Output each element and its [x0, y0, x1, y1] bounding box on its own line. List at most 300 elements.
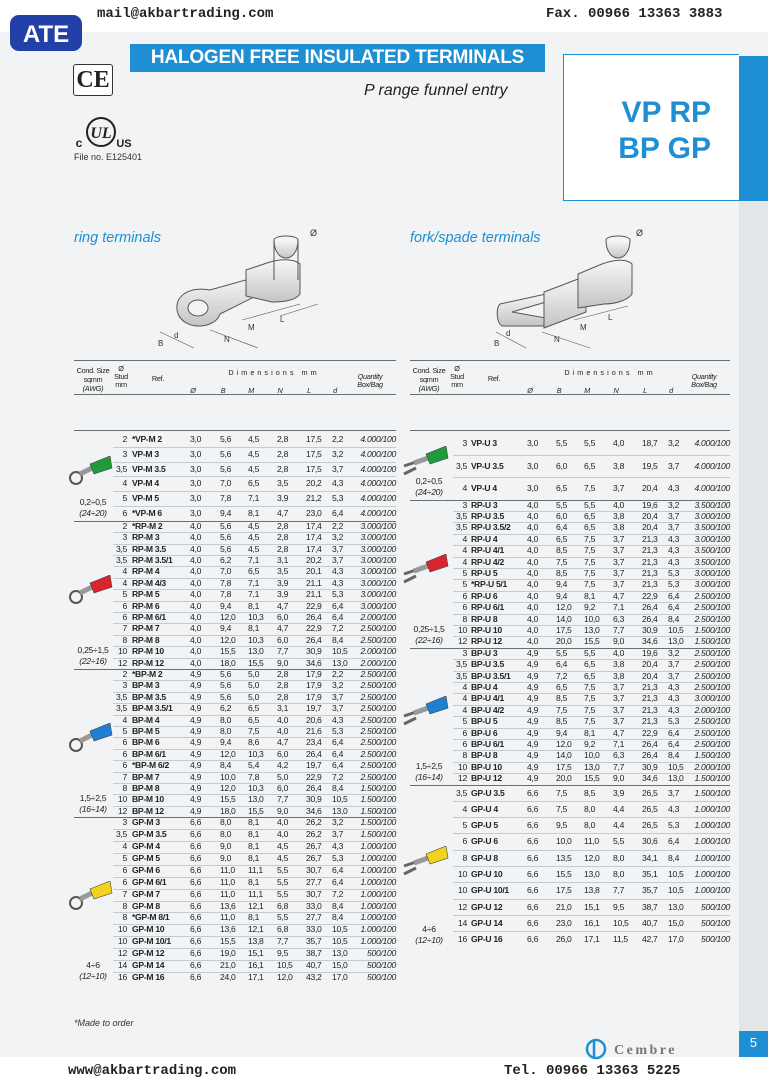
ring-cell-diameter: 4,9: [190, 703, 202, 714]
ring-table-row: [74, 783, 396, 794]
ring-cell-diameter: 4,9: [190, 794, 202, 805]
ring-cell-n: 3,9: [277, 589, 289, 600]
ring-cell-m: 6,5: [248, 714, 260, 725]
fork-cell-quantity: 2.500/100: [694, 659, 730, 670]
fork-cell-l: 18,7: [642, 438, 658, 448]
fork-table-row: [410, 773, 730, 784]
website[interactable]: www@akbartrading.com: [68, 1063, 237, 1079]
cond-size-value: 0,2÷0,5: [79, 496, 107, 507]
fork-table-row: [410, 659, 730, 670]
fork-cell-d: 3,7: [668, 670, 680, 681]
fork-cell-d: 4,3: [668, 533, 680, 544]
fork-cell-quantity: 2.500/100: [694, 613, 730, 624]
ring-cell-quantity: 4.000/100: [360, 463, 396, 474]
ring-cell-diameter: 6,6: [190, 912, 202, 923]
ring-cell-b: 12,0: [220, 612, 236, 622]
fork-table-row: [410, 432, 730, 455]
fork-cell-l: 22,9: [642, 727, 658, 738]
fork-cell-stud: 14: [458, 917, 467, 928]
ring-cell-n: 9,0: [277, 805, 289, 816]
ring-cell-m: 4,5: [248, 520, 260, 531]
ring-cell-stud: 7: [122, 771, 127, 782]
ring-cell-diameter: 6,6: [190, 876, 202, 887]
ring-cell-quantity: 2.500/100: [360, 714, 396, 725]
ring-cell-diameter: 4,0: [190, 543, 202, 554]
ring-cell-b: 13,6: [220, 924, 236, 935]
fork-cell-n: 4,0: [613, 647, 625, 658]
ring-terminal-icon-g2: [66, 575, 114, 605]
fork-cell-m: 6,5: [584, 460, 596, 471]
ring-cell-l: 40,7: [306, 960, 322, 970]
ring-cell-b: 5,6: [220, 448, 232, 459]
ring-cell-diameter: 4,0: [190, 623, 202, 634]
ring-cell-n: 2,8: [277, 691, 289, 702]
fork-cell-n: 3,7: [613, 545, 625, 556]
ring-cell-stud: 5: [122, 726, 127, 736]
fork-cell-l: 26,4: [642, 613, 658, 624]
fork-cell-l: 21,3: [642, 556, 658, 567]
ring-cell-m: 13,8: [248, 936, 264, 947]
ring-cell-stud: 7: [122, 623, 127, 634]
ring-cell-d: 3,7: [332, 691, 344, 702]
ring-cell-l: 17,4: [306, 532, 322, 543]
fork-cell-b: 12,0: [556, 602, 572, 613]
ring-cell-l: 23,4: [306, 737, 322, 748]
ring-cell-d: 4,3: [332, 577, 344, 588]
mail-address[interactable]: mail@akbartrading.com: [97, 6, 274, 22]
ring-cell-ref: GP-M 14: [132, 960, 165, 970]
fork-cell-n: 4,7: [613, 727, 625, 738]
ring-cell-l: 21,1: [306, 577, 322, 588]
ring-cell-ref: RP-M 3.5: [132, 543, 166, 554]
fork-cell-ref: GP-U 5: [471, 820, 498, 831]
ring-cell-ref: GP-M 4: [132, 841, 160, 851]
fork-cond-size-g4: [410, 924, 448, 946]
ring-header-bottom-rule: [74, 430, 396, 431]
ring-cell-n: 10,5: [277, 960, 293, 970]
ring-cell-m: 5,0: [248, 669, 260, 679]
ring-cell-m: 10,3: [248, 634, 264, 645]
ring-cell-quantity: 4.000/100: [360, 478, 396, 489]
fork-cell-b: 7,5: [556, 787, 568, 798]
fork-cell-stud: 8: [462, 613, 467, 624]
fork-cell-b: 7,5: [556, 803, 568, 814]
ring-cell-n: 4,0: [277, 714, 289, 725]
catalog-page: [0, 32, 768, 1057]
ring-cell-ref: VP-M 5: [132, 493, 159, 504]
svg-text:B: B: [158, 339, 164, 348]
fork-cell-d: 5,3: [668, 567, 680, 578]
ring-cell-n: 9,0: [277, 657, 289, 668]
fork-cell-d: 4,3: [668, 803, 680, 814]
ring-cell-l: 17,9: [306, 680, 322, 691]
ring-table-row: [74, 544, 396, 555]
fork-cell-m: 7,5: [584, 567, 596, 578]
ring-cell-quantity: 2.500/100: [360, 748, 396, 759]
ring-cell-b: 11,0: [220, 888, 235, 899]
series-code-1: VP RP: [621, 96, 711, 129]
fork-cell-l: 26,5: [642, 820, 658, 831]
fork-cell-n: 3,7: [613, 579, 625, 590]
ul-file-number: File no. E125401: [74, 152, 143, 162]
ring-cell-n: 4,0: [277, 829, 289, 840]
ring-cell-stud: 3,5: [115, 543, 127, 554]
ring-cell-ref: RP-M 3.5/1: [132, 555, 173, 565]
fork-cell-l: 30,9: [642, 624, 658, 635]
cond-size-value: 1,5÷2,5: [79, 793, 107, 804]
ring-cell-d: 8,4: [332, 912, 344, 923]
fork-cell-diameter: 6,6: [527, 901, 539, 912]
fork-table-row: [410, 545, 730, 556]
ce-mark: CE: [73, 64, 113, 96]
ring-cell-m: 8,1: [248, 817, 260, 828]
fork-cell-ref: BP-U 4/2: [471, 704, 504, 715]
fork-cell-m: 11,0: [584, 836, 599, 847]
side-strip-top: [739, 56, 768, 201]
ring-cell-b: 6,2: [220, 555, 232, 565]
fork-table-row: [410, 693, 730, 704]
ring-cell-ref: GP-M 10: [132, 924, 165, 935]
fork-cell-l: 21,3: [642, 545, 658, 556]
ring-table-row: [74, 601, 396, 612]
logo-text: ATE: [22, 21, 70, 48]
ring-cell-d: 6,4: [332, 600, 344, 611]
fork-cell-l: 30,9: [642, 761, 658, 772]
ring-cell-m: 4,5: [248, 448, 260, 459]
fork-cell-l: 21,3: [642, 693, 658, 704]
fork-cell-m: 5,5: [584, 438, 596, 448]
ring-cell-quantity: 1.000/100: [360, 852, 396, 863]
ring-cell-ref: BP-M 6/1: [132, 748, 166, 759]
fork-cell-n: 4,0: [613, 499, 625, 510]
ring-cell-quantity: 4.000/100: [360, 448, 396, 459]
fork-table-row: [410, 716, 730, 727]
ring-cell-b: 15,5: [220, 794, 236, 805]
fork-cell-diameter: 4,0: [527, 624, 539, 635]
ring-cell-d: 3,2: [332, 680, 344, 691]
ring-cell-b: 5,6: [220, 669, 232, 679]
fork-cell-b: 5,5: [556, 647, 568, 658]
ring-cell-n: 5,5: [277, 888, 289, 899]
fork-table-row: [410, 500, 730, 511]
ring-cell-d: 4,3: [332, 478, 344, 489]
ring-cell-quantity: 2.500/100: [360, 634, 396, 645]
ring-table-row: [74, 760, 396, 771]
ring-cell-ref: RP-M 4: [132, 566, 160, 577]
fork-cell-stud: 8: [462, 852, 467, 863]
ring-cell-l: 20,6: [306, 714, 322, 725]
ring-cell-d: 6,4: [332, 508, 344, 518]
fork-cell-n: 7,7: [613, 761, 625, 772]
fork-cell-diameter: 4,9: [527, 704, 539, 715]
ring-cell-b: 19,0: [220, 948, 236, 959]
ring-cell-stud: 6: [122, 760, 127, 771]
ring-table-row: [74, 726, 396, 737]
ring-cell-diameter: 6,6: [190, 948, 202, 959]
fork-cell-ref: GP-U 14: [471, 917, 503, 928]
fork-cell-stud: 3: [462, 499, 467, 510]
fork-cell-b: 10,0: [556, 836, 572, 847]
ring-cell-m: 8,1: [248, 841, 260, 851]
ring-cell-n: 12,0: [277, 971, 293, 982]
ring-cell-n: 2,8: [277, 543, 289, 554]
fork-cell-l: 21,3: [642, 716, 658, 727]
ring-cell-l: 22,9: [306, 771, 322, 782]
fork-cell-diameter: 4,9: [527, 750, 539, 761]
ring-cell-b: 7,8: [220, 577, 232, 588]
fork-cell-b: 6,0: [556, 460, 568, 471]
ring-cell-ref: VP-M 3: [132, 448, 159, 459]
fork-cell-ref: BP-U 6/1: [471, 738, 504, 749]
svg-text:Ø: Ø: [636, 228, 644, 238]
ring-cell-quantity: 1.000/100: [360, 864, 396, 875]
fork-box-bag-header: Box/Bag: [691, 380, 717, 389]
fork-cell-n: 4,4: [613, 820, 625, 831]
fork-dimensions-header: Dimensions mm: [564, 368, 656, 377]
ring-cell-m: 4,5: [248, 463, 260, 474]
fork-cell-diameter: 6,6: [527, 820, 539, 831]
ring-cell-diameter: 4,9: [190, 726, 202, 736]
ring-table-row: [74, 749, 396, 760]
ate-logo: [10, 15, 82, 51]
fork-cell-quantity: 3.000/100: [694, 567, 730, 578]
fork-header-top-rule: [410, 394, 730, 395]
ring-cell-quantity: 2.500/100: [360, 771, 396, 782]
fork-cell-quantity: 4.000/100: [694, 438, 730, 448]
fork-cell-diameter: 6,6: [527, 917, 539, 928]
fork-cell-ref: BP-U 8: [471, 750, 498, 761]
fork-cell-ref: BP-U 12: [471, 773, 502, 784]
ring-cell-quantity: 2.500/100: [360, 680, 396, 691]
ring-cell-ref: GP-M 7: [132, 888, 160, 899]
ring-cell-stud: 3: [122, 680, 127, 691]
ring-cell-ref: BP-M 3: [132, 680, 160, 691]
fork-cell-l: 35,7: [642, 885, 658, 896]
fork-cell-b: 7,5: [556, 556, 568, 567]
fork-cell-quantity: 2.500/100: [694, 647, 730, 658]
fork-cell-b: 6,0: [556, 510, 568, 521]
fork-cell-quantity: 4.000/100: [694, 460, 730, 471]
ring-cell-quantity: 4.000/100: [360, 508, 396, 518]
fork-cell-ref: BP-U 3: [471, 647, 498, 658]
fork-cell-diameter: 4,0: [527, 636, 539, 647]
cond-size-value: 0,2÷0,5: [415, 475, 443, 486]
fork-cell-d: 3,2: [668, 499, 680, 510]
fork-terminal-icon-g1: [402, 446, 450, 476]
fork-cell-b: 6,4: [556, 659, 568, 670]
ring-cond-size-g1: [74, 497, 112, 519]
ring-cell-l: 21,2: [306, 493, 322, 504]
fork-cell-n: 3,7: [613, 556, 625, 567]
ring-table-row: [74, 669, 396, 680]
ring-cell-m: 6,5: [248, 566, 260, 577]
fork-stud-mm-header: mm: [451, 380, 463, 389]
fork-table-row: [410, 636, 730, 647]
ring-cell-b: 8,0: [220, 817, 232, 828]
ring-cell-b: 6,2: [220, 703, 232, 714]
fork-cell-d: 3,7: [668, 522, 680, 533]
fork-cell-m: 15,5: [584, 773, 600, 784]
fork-cell-stud: 3,5: [455, 787, 467, 798]
awg-value: (12÷10): [79, 970, 107, 981]
ring-cell-diameter: 6,6: [190, 841, 202, 851]
fork-dim-col-0: Ø: [527, 386, 533, 395]
fork-cell-stud: 10: [458, 761, 467, 772]
ring-cell-ref: RP-M 12: [132, 657, 164, 668]
ring-cell-l: 33,0: [306, 924, 322, 935]
svg-text:L: L: [280, 315, 285, 324]
fork-cell-l: 26,4: [642, 602, 658, 613]
ring-table-row: [74, 948, 396, 960]
fork-cell-d: 4,3: [668, 556, 680, 567]
ring-cell-diameter: 4,0: [190, 577, 202, 588]
ring-cell-d: 10,5: [332, 794, 348, 805]
ring-cell-n: 2,8: [277, 463, 289, 474]
ring-cell-b: 8,4: [220, 760, 232, 771]
ring-cell-d: 17,0: [332, 971, 348, 982]
fork-cell-stud: 10: [458, 885, 467, 896]
ring-cell-l: 17,4: [306, 520, 322, 531]
fork-dim-col-5: d: [669, 386, 673, 395]
cond-size-value: 0,25÷1,5: [77, 645, 109, 655]
fork-cell-m: 5,5: [584, 647, 596, 658]
fork-quantity-header: Quantity: [691, 372, 717, 381]
ring-dim-col-0: Ø: [190, 386, 196, 395]
ring-table-row: [74, 476, 396, 491]
page-number: 5: [739, 1031, 768, 1087]
awg-value: (16÷14): [415, 771, 443, 782]
ring-cell-ref: *GP-M 8/1: [132, 912, 170, 923]
ring-cond-size-g2: [74, 645, 112, 667]
fork-cell-quantity: 2.500/100: [694, 681, 730, 692]
fork-cell-diameter: 4,0: [527, 510, 539, 521]
ring-cell-m: 7,1: [248, 493, 260, 504]
ring-cell-d: 6,4: [332, 737, 344, 748]
ring-cell-n: 4,0: [277, 817, 289, 828]
ring-cell-stud: 6: [122, 508, 127, 518]
fork-table-row: [410, 455, 730, 478]
ring-cell-m: 7,1: [248, 589, 260, 600]
ring-cell-d: 13,0: [332, 657, 348, 668]
fork-table-row: [410, 602, 730, 613]
fork-cell-b: 6,5: [556, 483, 568, 493]
ring-table-row: [74, 829, 396, 841]
ring-cell-l: 23,0: [306, 508, 322, 518]
fork-table-row: [410, 534, 730, 545]
ring-cell-ref: BP-M 4: [132, 714, 160, 725]
ring-cell-stud: 3: [122, 448, 127, 459]
ring-cell-d: 2,2: [332, 669, 344, 679]
ring-cell-ref: *VP-M 6: [132, 508, 162, 518]
ring-cell-diameter: 4,0: [190, 600, 202, 611]
ring-cell-ref: RP-M 10: [132, 646, 164, 657]
ring-dim-col-4: L: [307, 386, 311, 395]
fork-cell-d: 3,2: [668, 438, 680, 448]
fork-cell-l: 20,4: [642, 483, 658, 493]
ring-cell-n: 5,5: [277, 912, 289, 923]
ring-cell-l: 38,7: [306, 948, 322, 959]
fork-cell-diameter: 4,9: [527, 727, 539, 738]
fork-cell-quantity: 2.500/100: [694, 670, 730, 681]
fork-cell-diameter: 3,0: [527, 483, 539, 493]
fork-cell-diameter: 3,0: [527, 460, 539, 471]
fork-cell-ref: RP-U 3: [471, 499, 498, 510]
fork-cell-b: 8,5: [556, 716, 568, 727]
ring-cell-l: 26,4: [306, 748, 322, 759]
fork-cell-diameter: 4,9: [527, 693, 539, 704]
ring-cell-quantity: 1.000/100: [360, 924, 396, 935]
ring-cell-b: 7,8: [220, 589, 232, 600]
fork-cell-stud: 4: [462, 556, 467, 567]
ring-cell-quantity: 3.000/100: [360, 566, 396, 577]
ring-cell-d: 4,3: [332, 841, 344, 851]
ring-cell-stud: 6: [122, 864, 127, 875]
fork-cell-b: 26,0: [556, 934, 572, 945]
top-bar: [0, 0, 768, 48]
ring-stud-diameter-header: Ø: [118, 364, 124, 373]
fork-cell-quantity: 1.000/100: [694, 852, 730, 863]
ring-cell-n: 3,1: [277, 555, 289, 565]
ring-awg-header: (AWG): [82, 384, 104, 393]
fork-table-row: [410, 850, 730, 866]
ring-cell-m: 7,1: [248, 555, 260, 565]
fork-cell-m: 8,0: [584, 820, 596, 831]
fork-cell-quantity: 2.500/100: [694, 738, 730, 749]
fork-cell-n: 3,7: [613, 704, 625, 715]
fork-cell-m: 6,5: [584, 510, 596, 521]
cembre-logo: [584, 1038, 724, 1060]
ring-cell-diameter: 6,6: [190, 817, 202, 828]
fork-cell-d: 6,4: [668, 602, 680, 613]
fork-cond-size-header: Cond. Size: [412, 366, 446, 375]
ring-table-row: [74, 865, 396, 877]
ring-cell-quantity: 1.500/100: [360, 805, 396, 816]
ring-cell-b: 13,6: [220, 900, 236, 911]
ring-cell-n: 4,7: [277, 508, 289, 518]
ring-cell-d: 13,0: [332, 805, 348, 816]
fork-terminal-icon-g4: [402, 846, 450, 876]
fork-cell-stud: 6: [462, 738, 467, 749]
fork-cell-stud: 8: [462, 750, 467, 761]
ring-cell-quantity: 1.000/100: [360, 900, 396, 911]
ring-cell-ref: BP-M 3.5/1: [132, 703, 173, 714]
series-code-2: BP GP: [618, 132, 711, 165]
fork-cell-stud: 3,5: [455, 460, 467, 471]
ring-cell-m: 7,1: [248, 577, 260, 588]
ring-cell-diameter: 3,0: [190, 478, 202, 489]
ring-cell-diameter: 3,0: [190, 448, 202, 459]
ring-cond-size-g3: [74, 793, 112, 815]
fork-cell-m: 9,2: [584, 602, 596, 613]
ring-cell-diameter: 6,6: [190, 829, 202, 840]
fork-cell-n: 8,0: [613, 869, 625, 879]
cond-size-value: 4÷6: [86, 959, 100, 970]
fork-cell-stud: 10: [458, 869, 467, 879]
ring-cell-l: 26,7: [306, 841, 322, 851]
fork-cell-stud: 4: [462, 545, 467, 556]
ring-cell-stud: 6: [122, 600, 127, 611]
ring-cell-d: 2,2: [332, 434, 344, 444]
ring-header-rule: [74, 360, 396, 361]
fork-cell-quantity: 3.000/100: [694, 533, 730, 544]
fork-cell-m: 7,5: [584, 693, 596, 704]
fork-cell-l: 34,6: [642, 773, 658, 784]
ring-cell-quantity: 2.000/100: [360, 657, 396, 668]
ring-cell-b: 5,6: [220, 543, 232, 554]
fork-cell-l: 40,7: [642, 917, 658, 928]
fork-cell-quantity: 1.000/100: [694, 820, 730, 831]
fork-cell-l: 26,5: [642, 787, 658, 798]
